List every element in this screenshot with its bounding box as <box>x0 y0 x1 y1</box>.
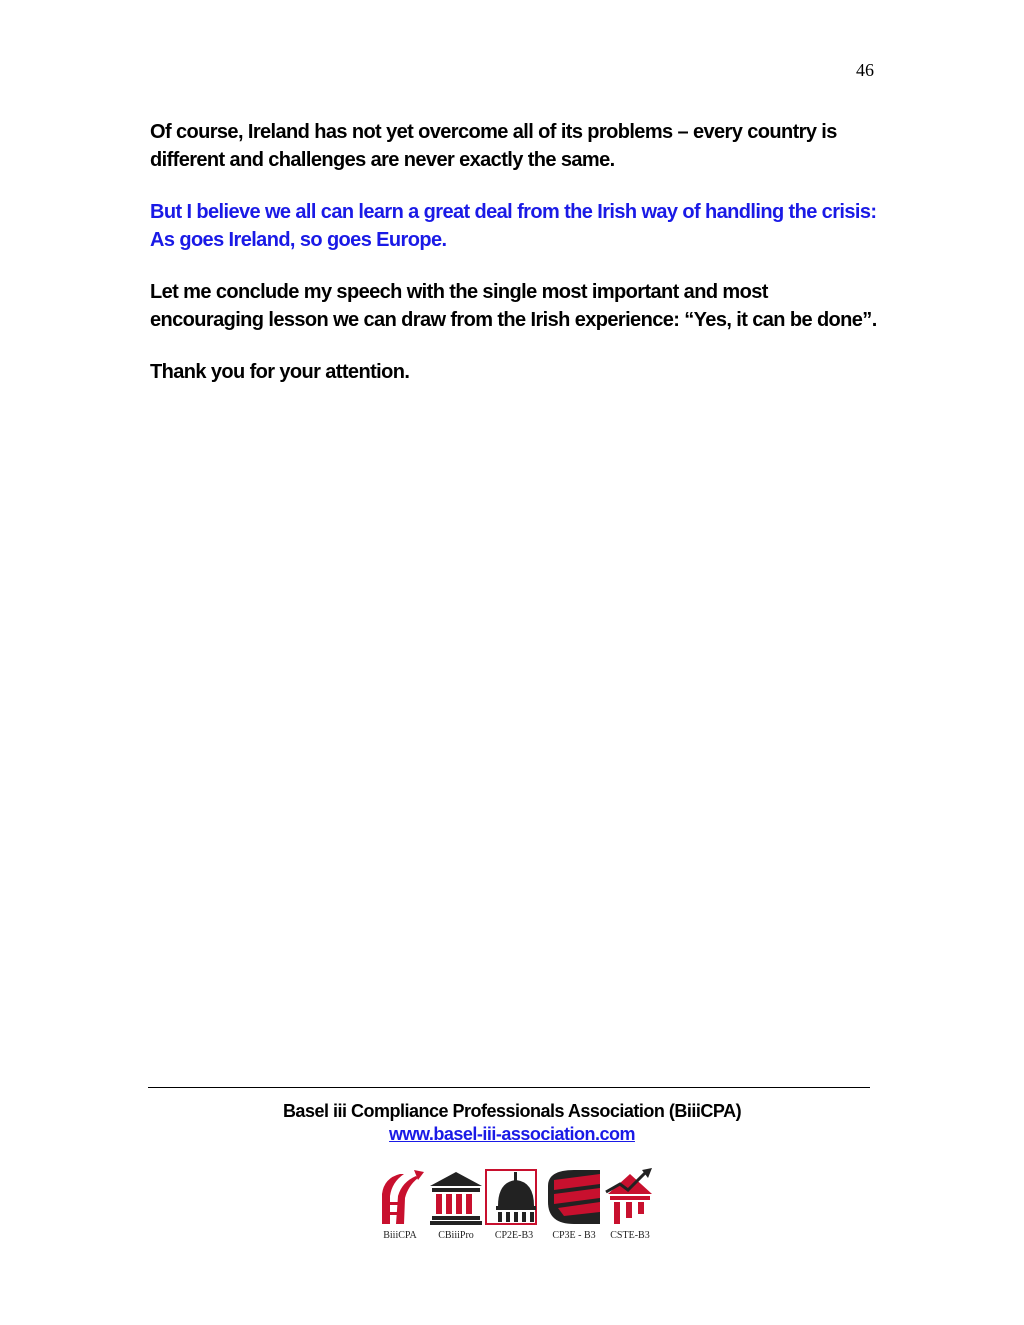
stacked-stripes-icon <box>544 1166 604 1228</box>
logo-label: CP2E-B3 <box>494 1230 534 1241</box>
page-number: 46 <box>856 60 874 80</box>
capitol-dome-icon <box>484 1166 544 1228</box>
logo-label: CBiiiPro <box>438 1230 474 1241</box>
house-chart-icon <box>600 1166 660 1228</box>
footer-link-container <box>0 1124 1024 1145</box>
cste-b3-logo <box>600 1166 660 1246</box>
ladder-arch-icon <box>370 1166 430 1228</box>
pillars-building-icon <box>426 1166 486 1228</box>
footer-divider <box>148 1087 870 1088</box>
document-body <box>150 118 880 410</box>
highlighted-paragraph: But I believe we all can learn a great deal from the Irish way of handling the crisis: As goes Ireland, so goes Europe. <box>150 201 877 251</box>
biiicpa-logo <box>370 1166 430 1246</box>
cp2e-b3-logo <box>484 1166 544 1246</box>
association-website-link[interactable]: www.basel-iii-association.com <box>389 1124 635 1144</box>
paragraph: Let me conclude my speech with the single most important and most encouraging lesson we can draw from the Irish experience: “Yes, it can be done”. <box>150 281 877 331</box>
footer-title: Basel iii Compliance Professionals Association (BiiiCPA) <box>282 1101 742 1121</box>
logo-label: CSTE-B3 <box>610 1230 650 1241</box>
logo-label: BiiiCPA <box>383 1230 417 1241</box>
logo-label: CP3E - B3 <box>552 1230 596 1241</box>
logo-strip <box>370 1166 660 1246</box>
cbiiipro-logo <box>426 1166 486 1246</box>
paragraph: Of course, Ireland has not yet overcome all of its problems – every country is different and challenges are never exactly the same. <box>150 121 837 171</box>
cp3e-b3-logo <box>544 1166 604 1246</box>
closing-paragraph: Thank you for your attention. <box>150 361 410 383</box>
